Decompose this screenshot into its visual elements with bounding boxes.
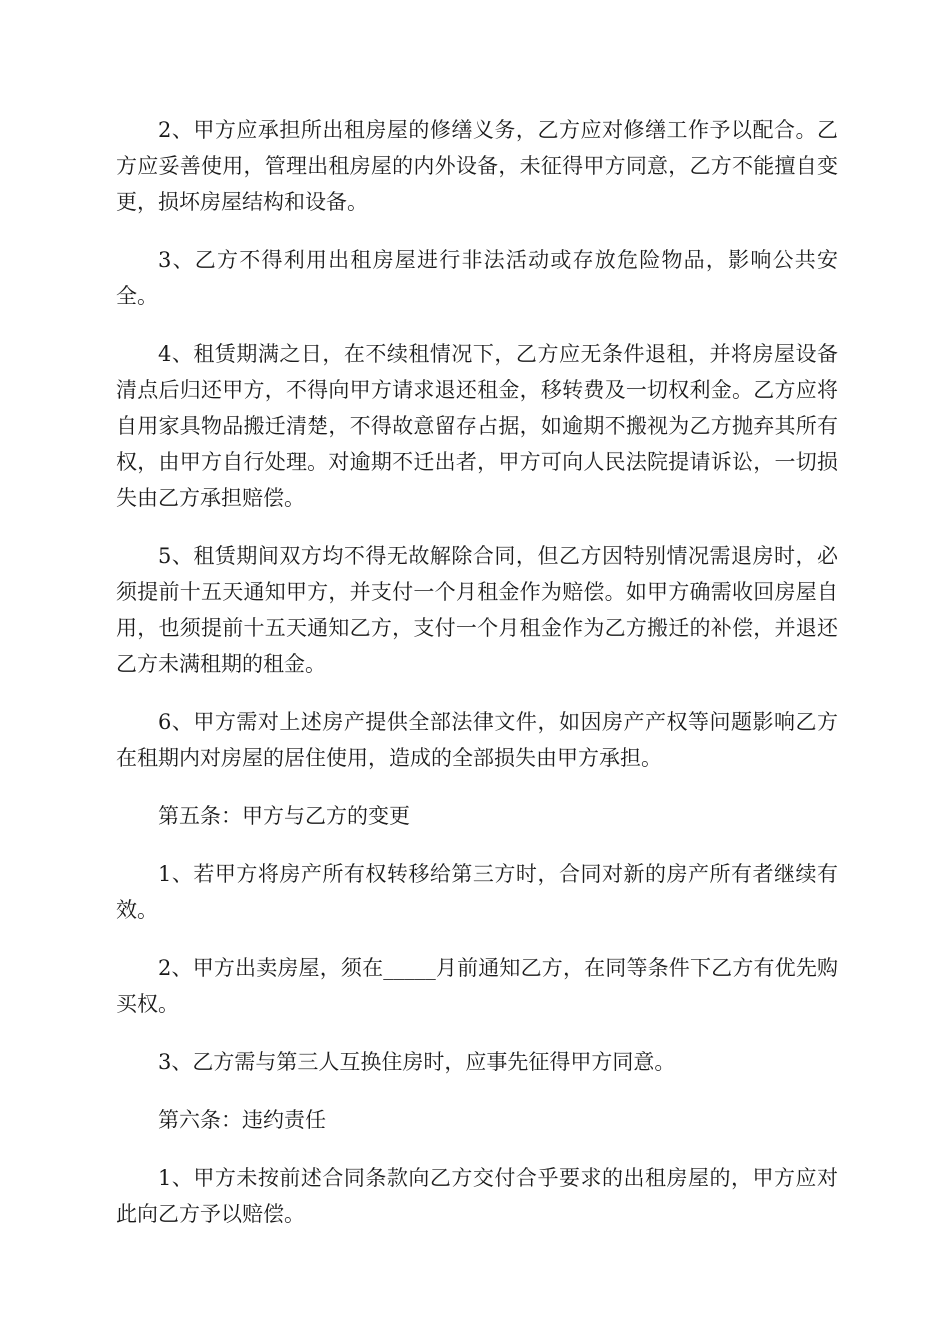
article-5-clause-1: 1、若甲方将房产所有权转移给第三方时，合同对新的房产所有者继续有效。 <box>116 862 838 922</box>
clause-2-repair-duty: 2、甲方应承担所出租房屋的修缮义务，乙方应对修缮工作予以配合。乙方应妥善使用，管理出租房屋的内外设备，未征得甲方同意，乙方不能擅自变更，损坏房屋结构和设备。 <box>116 118 838 214</box>
document-page <box>116 112 838 1232</box>
clause-3-no-illegal-use: 3、乙方不得利用出租房屋进行非法活动或存放危险物品，影响公共安全。 <box>116 248 838 308</box>
clause-6-legal-documents: 6、甲方需对上述房产提供全部法律文件，如因房产产权等问题影响乙方在租期内对房屋的居住使用，造成的全部损失由甲方承担。 <box>116 710 838 770</box>
section-heading-article-6: 第六条：违约责任 <box>158 1108 326 1132</box>
article-5-clause-2: 2、甲方出卖房屋，须在_____月前通知乙方，在同等条件下乙方有优先购买权。 <box>116 956 838 1016</box>
clause-4-lease-expiry: 4、租赁期满之日，在不续租情况下，乙方应无条件退租，并将房屋设备清点后归还甲方，不得向甲方请求退还租金，移转费及一切权利金。乙方应将自用家具物品搬迁清楚，不得故意留存占据，如逾期不搬视为乙方抛弃其所有权，由甲方自行处理。对逾期不迁出者，甲方可向人民法院提请诉讼，一切损失由乙方承担赔偿。 <box>116 342 838 510</box>
section-heading-article-5: 第五条：甲方与乙方的变更 <box>158 804 410 828</box>
clause-5-early-termination: 5、租赁期间双方均不得无故解除合同，但乙方因特别情况需退房时，必须提前十五天通知甲方，并支付一个月租金作为赔偿。如甲方确需收回房屋自用，也须提前十五天通知乙方，支付一个月租金作为乙方搬迁的补偿，并退还乙方未满租期的租金。 <box>116 544 838 676</box>
article-6-clause-1: 1、甲方未按前述合同条款向乙方交付合乎要求的出租房屋的，甲方应对此向乙方予以赔偿。 <box>116 1166 838 1226</box>
article-5-clause-3: 3、乙方需与第三人互换住房时，应事先征得甲方同意。 <box>158 1050 676 1074</box>
